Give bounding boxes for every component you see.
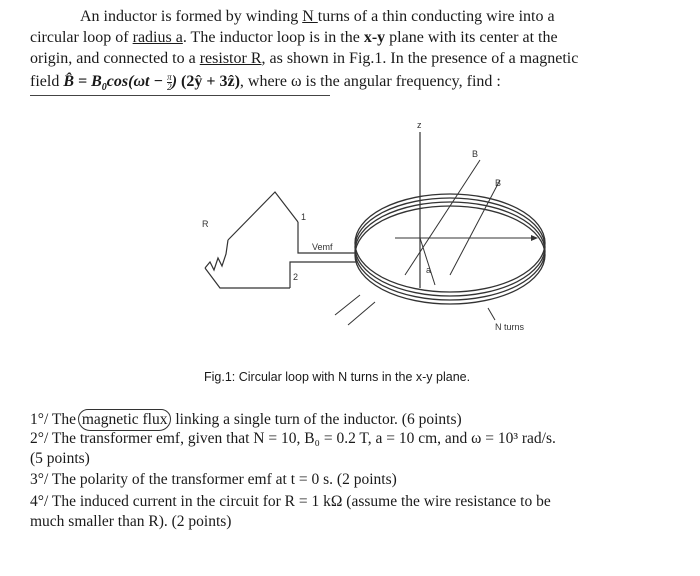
intro-radius: radius a	[132, 29, 183, 46]
field-symbol: B̂ = B	[63, 73, 102, 90]
intro-text: turns of a thin conducting wire into a	[317, 8, 555, 25]
b-label-top: B	[472, 149, 479, 159]
loop-turn-1	[355, 206, 545, 304]
wire-back	[228, 192, 298, 240]
intro-text: , as shown in Fig.1. In the presence of a magnetic	[261, 50, 579, 67]
intro-text: circular loop of	[30, 29, 133, 46]
magnetic-flux-circled: magnetic flux	[78, 409, 172, 431]
vemf-label: Vemf	[312, 242, 333, 252]
loop-turn-2	[355, 202, 545, 300]
frac-num: π	[167, 71, 172, 82]
question-1	[30, 409, 462, 431]
field-subscript: 0	[101, 82, 107, 94]
z-axis-label: z	[417, 120, 422, 130]
figure-caption: Fig.1: Circular loop with N turns in the x-y plane.	[204, 370, 471, 384]
radius-line	[420, 238, 435, 285]
hatch-2	[348, 302, 375, 325]
intro-text: . The inductor loop is in the	[182, 29, 364, 46]
question-2-points: (5 points)	[30, 450, 90, 467]
hatch-1	[335, 295, 360, 315]
intro-N: N	[302, 8, 318, 25]
intro-resistor: resistor R	[199, 50, 262, 67]
q1-text: linking a single turn of the inductor. (6 points)	[171, 411, 462, 428]
field-underline	[30, 95, 330, 96]
intro-line-2	[30, 28, 558, 48]
loop-turn-4	[355, 194, 545, 292]
field-vector: (2ŷ + 3ẑ)	[177, 73, 240, 90]
circuit-figure	[170, 110, 550, 370]
intro-text: An inductor is formed by winding	[80, 8, 303, 25]
field-cos: cos	[106, 73, 129, 90]
terminal-1-label: 1	[301, 212, 307, 222]
q1-text: 1°/ The	[30, 411, 80, 428]
intro-text: , where ω is the angular frequency, find :	[239, 73, 501, 90]
question-2: 2°/ The transformer emf, given that N = 10, B₀ = 0.2 T, a = 10 cm, and ω = 10³ rad/s.	[30, 430, 556, 447]
field-paren: )	[171, 73, 178, 90]
intro-line-3	[30, 49, 578, 69]
question-4: 4°/ The induced current in the circuit for R = 1 kΩ (assume the wire resistance to be	[30, 493, 551, 510]
radius-label: a	[426, 265, 432, 275]
turns-pointer	[488, 308, 495, 320]
terminal-2-label: 2	[293, 272, 299, 282]
wire-bottom	[290, 262, 356, 288]
resistor-label: R	[202, 219, 209, 229]
intro-text: origin, and connected to a	[30, 50, 200, 67]
intro-line-1	[80, 7, 555, 27]
turns-label: N turns	[495, 322, 525, 332]
b-line-1	[405, 160, 480, 275]
wire-front	[205, 268, 290, 288]
resistor-zigzag	[205, 240, 228, 270]
loop-turn-3	[355, 198, 545, 296]
intro-text: field	[30, 73, 64, 90]
intro-text: plane with its center at the	[385, 29, 558, 46]
b-label-right: B	[495, 178, 502, 188]
intro-xy: x-y	[363, 29, 386, 46]
question-3: 3°/ The polarity of the transformer emf at t = 0 s. (2 points)	[30, 471, 397, 488]
field-phase: (ωt −	[128, 73, 168, 90]
question-4-cont: much smaller than R). (2 points)	[30, 513, 232, 530]
frac-den: 2	[167, 81, 172, 92]
